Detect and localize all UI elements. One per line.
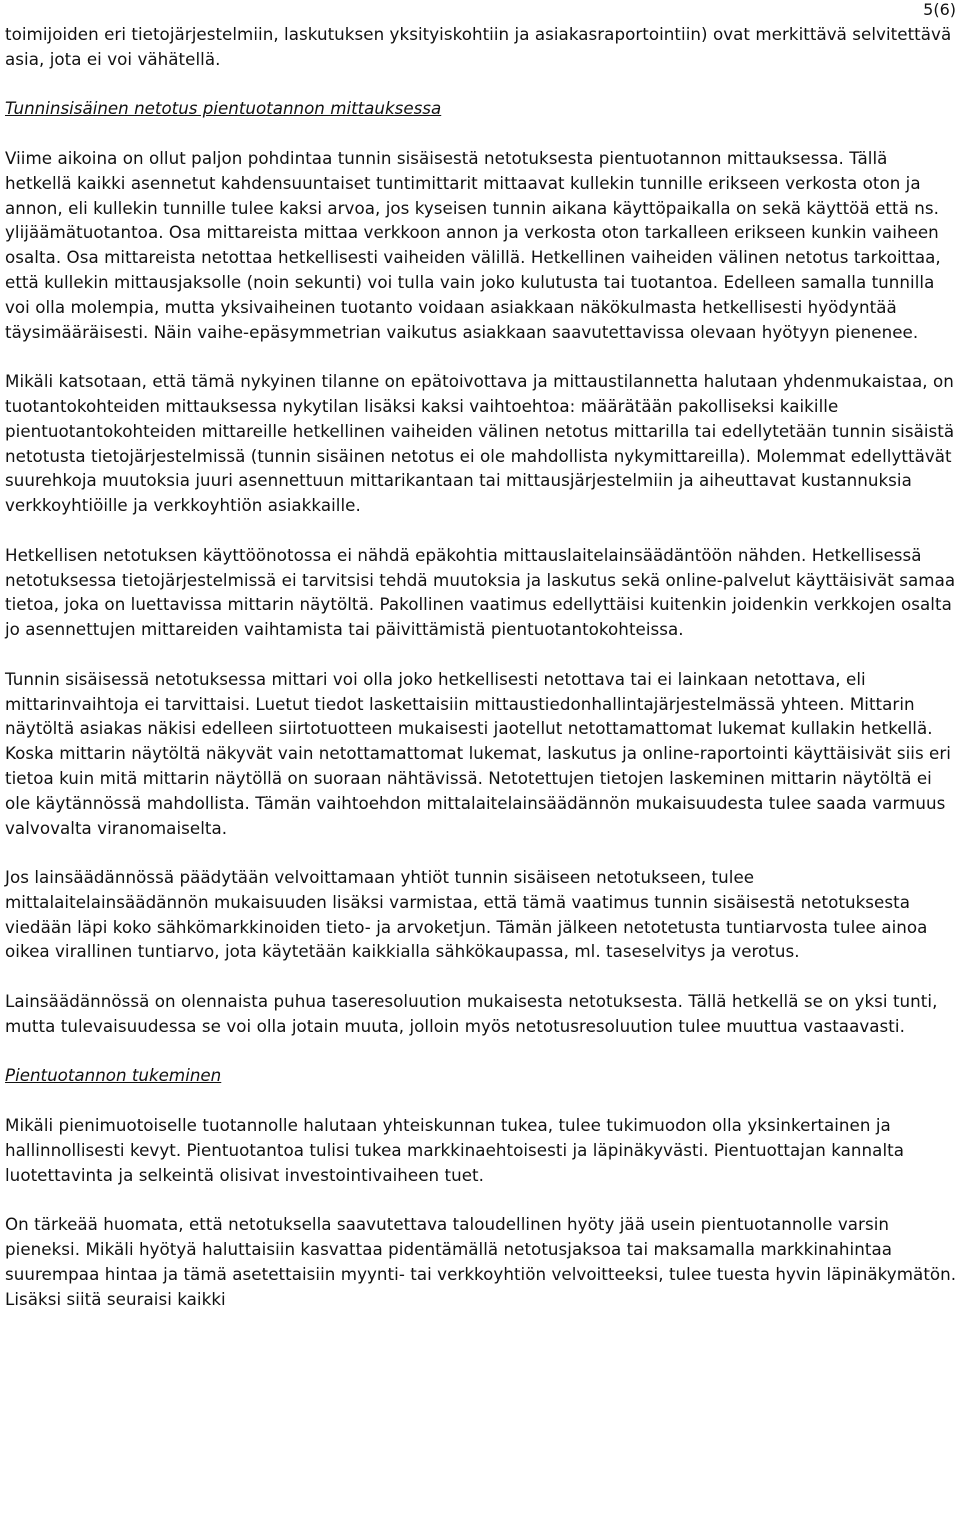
paragraph-3: Mikäli katsotaan, että tämä nykyinen tilanne on epätoivottava ja mittaustilannetta halutaan yhdenmukaistaa, on tuotantokohteiden mittauksessa nykytilan lisäksi kaksi vaihtoehtoa: määrätään pakolliseksi kaikille pientuotantokohteiden mittareille hetkellinen vaiheiden välinen netotus mittarilla tai edellytetään tunnin sisäistä netotusta tietojärjestelmissä (tunnin sisäinen netotus ei ole mahdollista nykymittareilla). Molemmat edellyttävät suurehkoja muutoksia juuri asennettuun mittarikantaan tai mittausjärjestelmiin ja aiheuttavat kustannuksia verkkoyhtiöille ja verkkoyhtiön asiakkaille. — [5, 371, 955, 516]
paragraph-5: Tunnin sisäisessä netotuksessa mittari voi olla joko hetkellisesti netottava tai ei lainkaan netottava, eli mittarinvaihtoja ei tarvittaisi. Luetut tiedot laskettaisiin mittaustiedonhallintajärjestelmässä yhteen. Mittarin näytöltä asiakas näkisi edelleen siirtotuotteen mukaisesti jaotellut netottamattomat lukemat kullakin hetkellä. Koska mittarin näytöltä näkyvät vain netottamattomat lukemat, laskutus ja online-raportointi käyttäisivät siis eri tietoa kuin mitä mittarin näytöllä on suoraan nähtävissä. Netotettujen tietojen laskeminen mittarin näytöltä ei ole käytännössä mahdollista. Tämän vaihtoehdon mittalaitelainsäädännön mukaisuudesta tulee saada varmuus valvovalta viranomaiselta. — [5, 668, 951, 838]
section-heading-support: Pientuotannon tukeminen — [5, 1065, 222, 1086]
paragraph-1: toimijoiden eri tietojärjestelmiin, laskutuksen yksityiskohtiin ja asiakasraportointiin) ovat merkittävä selvitettävä asia, jota ei voi vähätellä. — [5, 24, 952, 69]
document-body — [5, 22, 957, 1311]
paragraph-7: Lainsäädännössä on olennaista puhua taseresoluution mukaisesta netotuksesta. Tällä hetkellä se on yksi tunti, mutta tulevaisuudessa se voi olla jotain muuta, jolloin myös netotusresoluution tulee muuttua vastaavasti. — [5, 991, 938, 1036]
paragraph-4: Hetkellisen netotuksen käyttöönotossa ei nähdä epäkohtia mittauslaitelainsäädäntöön nähden. Hetkellisessä netotuksessa tietojärjestelmissä ei tarvitsisi tehdä muutoksia ja laskutus sekä online-palvelut käyttäisivät samaa tietoa, joka on luettavissa mittarin näytöltä. Pakollinen vaatimus edellyttäisi kuitenkin joidenkin verkkojen osalta jo asennettujen mittareiden vaihtamista tai päivittämistä pientuotantokohteissa. — [5, 544, 956, 640]
paragraph-2: Viime aikoina on ollut paljon pohdintaa tunnin sisäisestä netotuksesta pientuotannon mittauksessa. Tällä hetkellä kaikki asennetut kahdensuuntaiset tuntimittarit mittaavat kullekin tunnille erikseen verkosta oton ja annon, eli kullekin tunnille tulee kaksi arvoa, jos kyseisen tunnin aikana käyttöpaikalla on sekä käyttöä että ns. ylijäämätuotantoa. Osa mittareista mittaa verkkoon annon ja verkosta oton tarkalleen erikseen kunkin vaiheen osalta. Osa mittareista netottaa hetkellisesti vaiheiden välillä. Hetkellinen vaiheiden välinen netotus tarkoittaa, että kullekin mittausjaksolle (noin sekunti) voi tulla vain joko kulutusta tai tuotantoa. Edelleen samalla tunnilla voi olla molempia, mutta yksivaiheinen tuotanto voidaan asiakkaan näkökulmasta hetkellisesti hyödyntää täysimääräisesti. Näin vaihe-epäsymmetrian vaikutus asiakkaan saavutettavissa olevaan hyötyyn pienenee. — [5, 147, 941, 342]
paragraph-6: Jos lainsäädännössä päädytään velvoittamaan yhtiöt tunnin sisäiseen netotukseen, tulee mittalaitelainsäädännön mukaisuuden lisäksi varmistaa, että tämä vaatimus tunnin sisäisestä netotuksesta viedään läpi koko sähkömarkkinoiden tieto- ja arvoketjun. Tämän jälkeen netotetusta tuntiarvosta tulee ainoa oikea virallinen tuntiarvo, jota käytetään kaikkialla sähkökaupassa, ml. taseselvitys ja verotus. — [5, 867, 928, 962]
section-heading-netting: Tunninsisäinen netotus pientuotannon mittauksessa — [5, 98, 442, 119]
paragraph-9: On tärkeää huomata, että netotuksella saavutettava taloudellinen hyöty jää usein pientuotannolle varsin pieneksi. Mikäli hyötyä haluttaisiin kasvattaa pidentämällä netotusjaksoa tai maksamalla markkinahintaa suurempaa hintaa ja tämä asetettaisiin myynti- tai verkkoyhtiön velvoitteeksi, tulee tuesta hyvin läpinäkymätön. Lisäksi siitä seuraisi kaikki — [5, 1214, 957, 1309]
page-number: 5(6) — [923, 0, 956, 19]
paragraph-8: Mikäli pienimuotoiselle tuotannolle halutaan yhteiskunnan tukea, tulee tukimuodon olla yksinkertainen ja hallinnollisesti kevyt. Pientuotantoa tulisi tukea markkinaehtoisesti ja läpinäkyvästi. Pientuottajan kannalta luotettavinta ja selkeintä olisivat investointivaiheen tuet. — [5, 1115, 905, 1185]
